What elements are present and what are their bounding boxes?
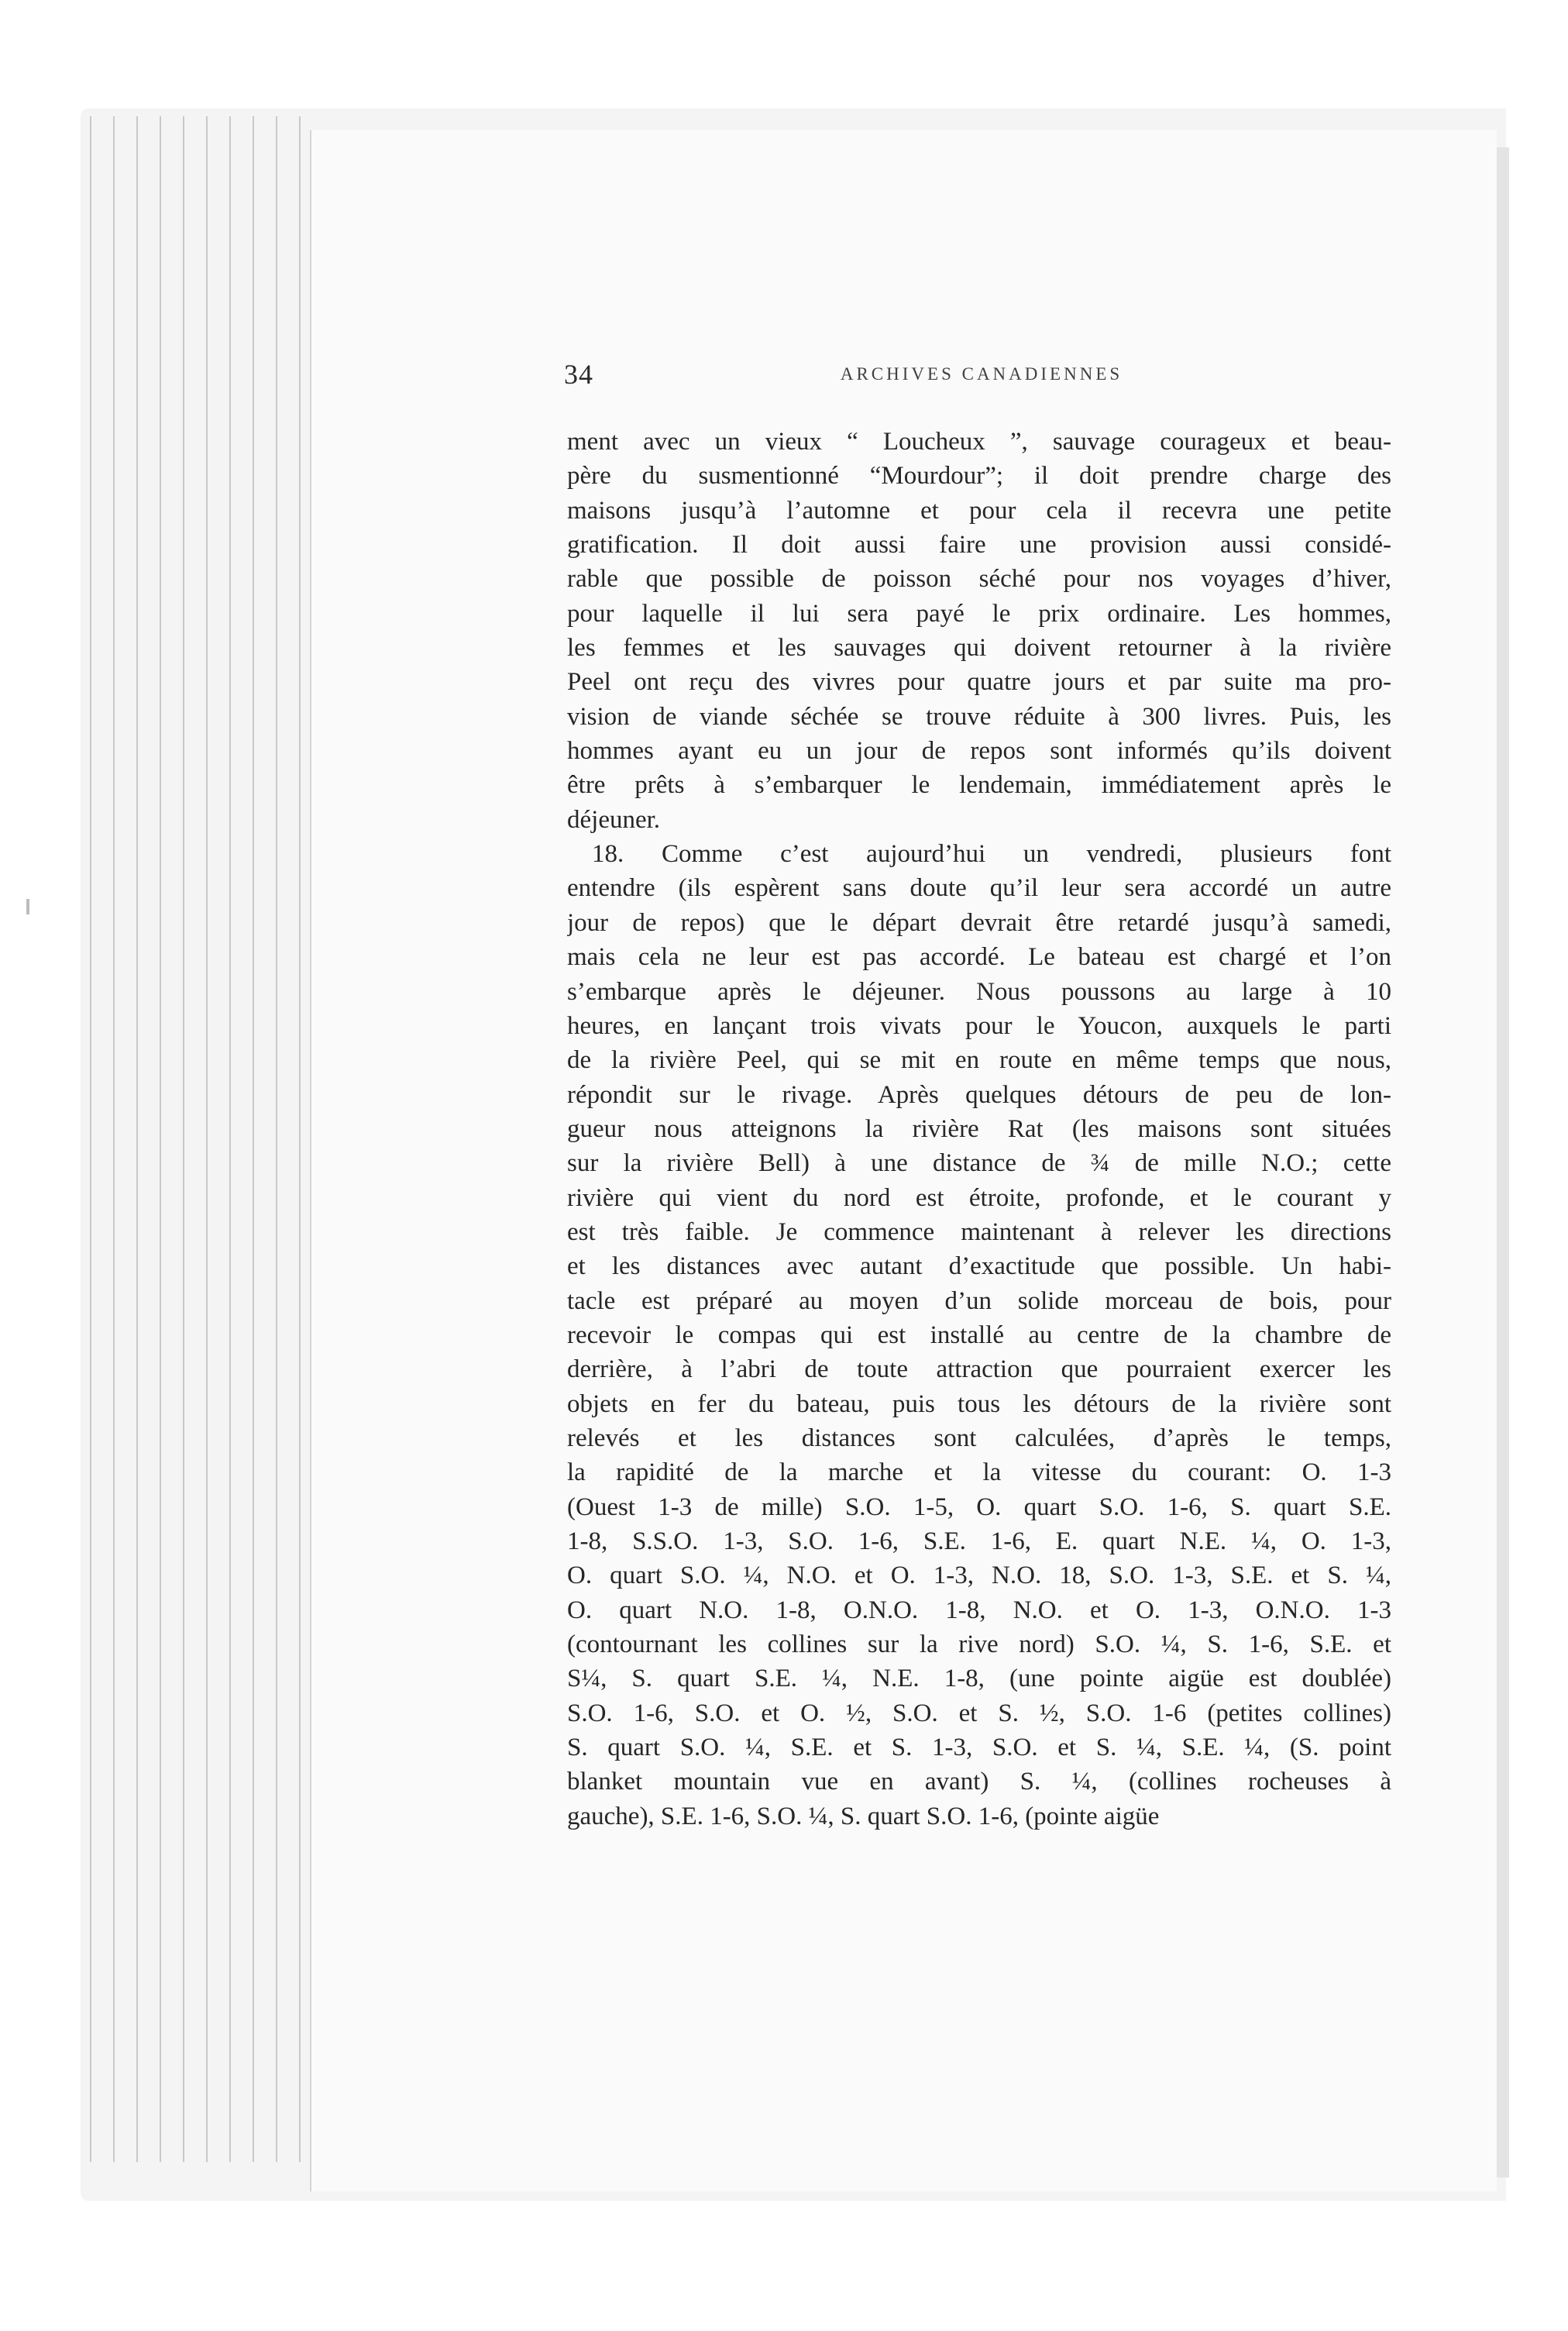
- running-head-title: ARCHIVES CANADIENNES: [840, 364, 1123, 384]
- text-line: de la rivière Peel, qui se mit en route en même temps que nous,: [567, 1046, 1391, 1075]
- text-line: et les distances avec autant d’exactitude que possible. Un habi-: [567, 1252, 1391, 1281]
- text-line: S.O. 1-6, S.O. et O. ½, S.O. et S. ½, S.O. 1-6 (petites collines): [567, 1699, 1391, 1727]
- text-line: vision de viande séchée se trouve réduite à 300 livres. Puis, les: [567, 702, 1391, 731]
- page-edge-line: [90, 116, 91, 2162]
- page-edge-line: [183, 116, 184, 2162]
- text-line: O. quart N.O. 1-8, O.N.O. 1-8, N.O. et O. 1-3, O.N.O. 1-3: [567, 1596, 1391, 1624]
- text-line: pour laquelle il lui sera payé le prix ordinaire. Les hommes,: [567, 599, 1391, 628]
- text-line: tacle est préparé au moyen d’un solide morceau de bois, pour: [567, 1286, 1391, 1315]
- text-line: S. quart S.O. ¼, S.E. et S. 1-3, S.O. et S. ¼, S.E. ¼, (S. point: [567, 1734, 1391, 1762]
- text-line: maisons jusqu’à l’automne et pour cela il recevra une petite: [567, 496, 1391, 525]
- text-line: recevoir le compas qui est installé au centre de la chambre de: [567, 1320, 1391, 1349]
- page-edge-line: [160, 116, 161, 2162]
- page-edge-line: [253, 116, 254, 2162]
- text-line: derrière, à l’abri de toute attraction que pourraient exercer les: [567, 1355, 1391, 1384]
- text-line: gauche), S.E. 1-6, S.O. ¼, S. quart S.O. 1-6, (pointe aigüe: [567, 1802, 1160, 1830]
- text-line: entendre (ils espèrent sans doute qu’il leur sera accordé un autre: [567, 874, 1391, 903]
- text-line: déjeuner.: [567, 805, 661, 834]
- text-line: ment avec un vieux “ Loucheux ”, sauvage courageux et beau-: [567, 428, 1391, 456]
- page-edge-line: [276, 116, 277, 2162]
- page-edge-line: [206, 116, 208, 2162]
- page-edge-line: [136, 116, 138, 2162]
- text-line: (Ouest 1-3 de mille) S.O. 1-5, O. quart S.O. 1-6, S. quart S.E.: [567, 1493, 1391, 1521]
- text-line: père du susmentionné “Mourdour”; il doit prendre charge des: [567, 462, 1391, 491]
- text-line: sur la rivière Bell) à une distance de ¾ de mille N.O.; cette: [567, 1149, 1391, 1178]
- running-head: [564, 358, 1399, 395]
- text-line: mais cela ne leur est pas accordé. Le bateau est chargé et l’on: [567, 943, 1391, 972]
- page-edge-line: [299, 116, 301, 2162]
- text-line: s’embarque après le déjeuner. Nous poussons au large à 10: [567, 977, 1391, 1006]
- text-line: S¼, S. quart S.E. ¼, N.E. 1-8, (une pointe aigüe est doublée): [567, 1665, 1391, 1693]
- page-right-edge: [1495, 147, 1509, 2178]
- page-edge-line: [229, 116, 231, 2162]
- text-line: 18. Comme c’est aujourd’hui un vendredi, plusieurs font: [592, 840, 1391, 869]
- text-line: être prêts à s’embarquer le lendemain, immédiatement après le: [567, 771, 1391, 800]
- text-line: gueur nous atteignons la rivière Rat (les maisons sont situées: [567, 1114, 1391, 1143]
- body-text: [567, 425, 1391, 1833]
- text-line: jour de repos) que le départ devrait être retardé jusqu’à samedi,: [567, 908, 1391, 937]
- text-line: est très faible. Je commence maintenant à relever les directions: [567, 1217, 1391, 1246]
- text-line: 1-8, S.S.O. 1-3, S.O. 1-6, S.E. 1-6, E. quart N.E. ¼, O. 1-3,: [567, 1527, 1391, 1555]
- text-line: rivière qui vient du nord est étroite, profonde, et le courant y: [567, 1183, 1391, 1212]
- text-line: heures, en lançant trois vivats pour le Youcon, auxquels le parti: [567, 1011, 1391, 1040]
- text-line: O. quart S.O. ¼, N.O. et O. 1-3, N.O. 18, S.O. 1-3, S.E. et S. ¼,: [567, 1561, 1391, 1590]
- text-line: blanket mountain vue en avant) S. ¼, (collines rocheuses à: [567, 1768, 1391, 1796]
- text-line: répondit sur le rivage. Après quelques détours de peu de lon-: [567, 1080, 1391, 1109]
- text-line: gratification. Il doit aussi faire une provision aussi considé-: [567, 531, 1391, 560]
- margin-mark: [26, 899, 29, 914]
- page-edge-line: [113, 116, 115, 2162]
- text-line: Peel ont reçu des vivres pour quatre jours et par suite ma pro-: [567, 668, 1391, 697]
- text-line: (contournant les collines sur la rive nord) S.O. ¼, S. 1-6, S.E. et: [567, 1630, 1391, 1659]
- page-number: 34: [564, 359, 593, 390]
- text-line: les femmes et les sauvages qui doivent retourner à la rivière: [567, 634, 1391, 663]
- text-line: rable que possible de poisson séché pour nos voyages d’hiver,: [567, 565, 1391, 594]
- text-line: la rapidité de la marche et la vitesse du courant: O. 1-3: [567, 1458, 1391, 1487]
- text-line: hommes ayant eu un jour de repos sont informés qu’ils doivent: [567, 737, 1391, 766]
- text-line: objets en fer du bateau, puis tous les détours de la rivière sont: [567, 1389, 1391, 1418]
- text-line: relevés et les distances sont calculées, d’après le temps,: [567, 1424, 1391, 1452]
